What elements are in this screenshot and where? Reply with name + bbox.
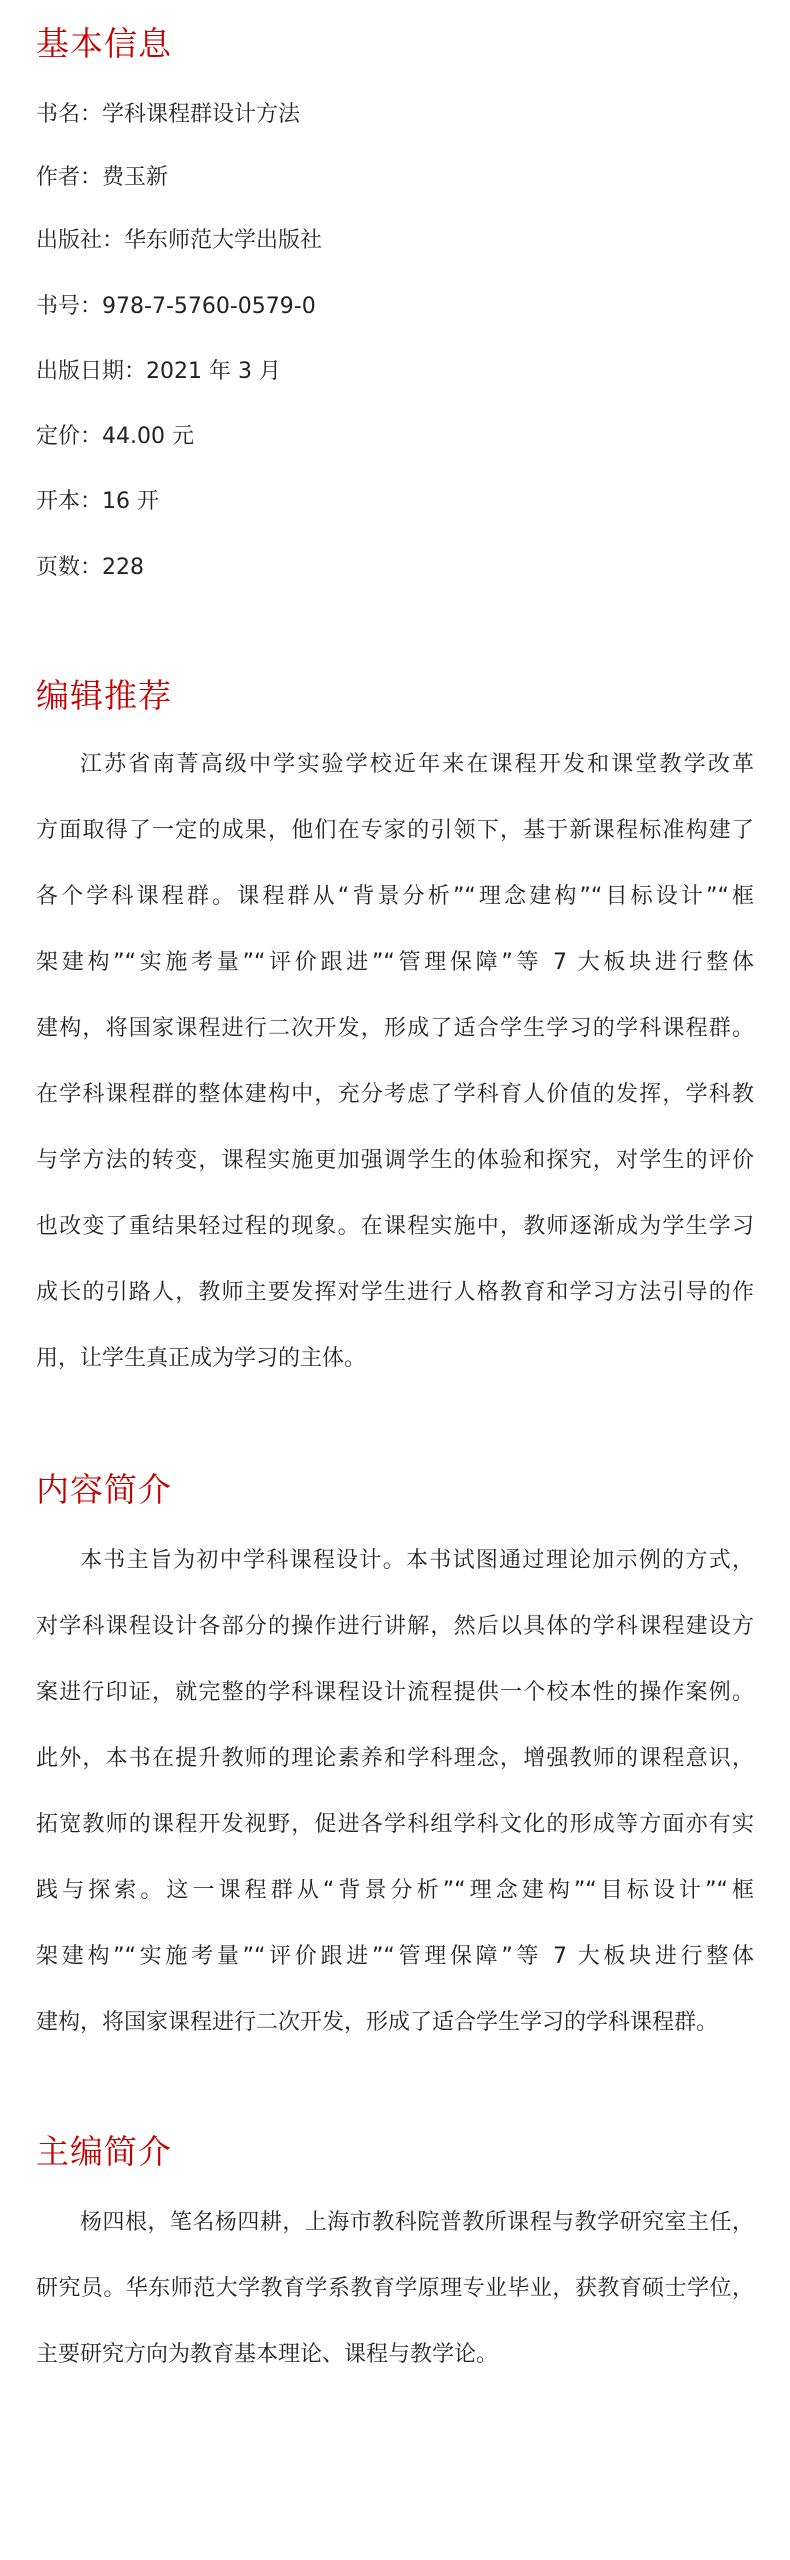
info-label: 书名： (36, 102, 103, 127)
info-label: 开本： (36, 489, 103, 514)
info-value: 华东师范大学出版社 (124, 228, 323, 253)
info-label: 作者： (36, 165, 103, 190)
info-value: 费玉新 (102, 165, 169, 190)
info-value: 978-7-5760-0579-0 (102, 294, 316, 319)
info-publish-date (36, 357, 281, 387)
info-isbn (36, 292, 316, 322)
info-label: 出版社： (36, 228, 125, 253)
info-value: 228 (102, 555, 145, 580)
paragraph-line: 拓宽教师的课程开发视野，促进各学科组学科文化的形成等方面亦有实 (36, 1812, 754, 1837)
paragraph-line: 杨四根，笔名杨四耕，上海市教科院普教所课程与教学研究室主任， (80, 2210, 754, 2235)
paragraph-line: 成长的引路人，教师主要发挥对学生进行人格教育和学习方法引导的作 (36, 1280, 754, 1305)
paragraph-line: 也改变了重结果轻过程的现象。在课程实施中，教师逐渐成为学生学习 (36, 1214, 754, 1239)
paragraph-line: 对学科课程设计各部分的操作进行讲解，然后以具体的学科课程建设方 (36, 1614, 754, 1639)
paragraph-line: 各个学科课程群。课程群从“背景分析”“理念建构”“目标设计”“框 (36, 884, 754, 909)
paragraph-line: 案进行印证，就完整的学科课程设计流程提供一个校本性的操作案例。 (36, 1680, 754, 1705)
info-price (36, 422, 194, 452)
section-title-editor-recommendation: 编辑推荐 (36, 676, 172, 715)
info-book-title (36, 100, 300, 130)
paragraph-line: 架建构”“实施考量”“评价跟进”“管理保障”等 7 大板块进行整体 (36, 1944, 754, 1969)
paragraph-line: 践与探索。这一课程群从“背景分析”“理念建构”“目标设计”“框 (36, 1878, 754, 1903)
section-title-content-summary: 内容简介 (36, 1470, 172, 1509)
info-author (36, 163, 168, 193)
paragraph-line: 用，让学生真正成为学习的主体。 (36, 1346, 367, 1371)
paragraph-line: 主要研究方向为教育基本理论、课程与教学论。 (36, 2342, 499, 2367)
info-value: 学科课程群设计方法 (102, 102, 301, 127)
paragraph-line: 方面取得了一定的成果，他们在专家的引领下，基于新课程标准构建了 (36, 818, 754, 843)
info-value: 44.00 元 (102, 424, 194, 449)
info-publisher (36, 226, 322, 256)
paragraph-line: 研究员。华东师范大学教育学系教育学原理专业毕业，获教育硕士学位， (36, 2276, 754, 2301)
info-label: 页数： (36, 555, 103, 580)
paragraph-line: 架建构”“实施考量”“评价跟进”“管理保障”等 7 大板块进行整体 (36, 950, 754, 975)
info-label: 出版日期： (36, 359, 147, 384)
section-title-basic-info: 基本信息 (36, 24, 172, 63)
info-label: 定价： (36, 424, 103, 449)
paragraph-line: 与学方法的转变，课程实施更加强调学生的体验和探究，对学生的评价 (36, 1148, 754, 1173)
info-value: 2021 年 3 月 (146, 359, 281, 384)
paragraph-line: 江苏省南菁高级中学实验学校近年来在课程开发和课堂教学改革 (80, 752, 754, 777)
paragraph-line: 此外，本书在提升教师的理论素养和学科理念，增强教师的课程意识， (36, 1746, 754, 1771)
info-label: 书号： (36, 294, 103, 319)
paragraph-line: 建构，将国家课程进行二次开发，形成了适合学生学习的学科课程群。 (36, 2010, 719, 2035)
paragraph-line: 在学科课程群的整体建构中，充分考虑了学科育人价值的发挥，学科教 (36, 1082, 754, 1107)
info-pages (36, 553, 144, 583)
section-title-editor-intro: 主编简介 (36, 2132, 172, 2171)
paragraph-line: 建构，将国家课程进行二次开发，形成了适合学生学习的学科课程群。 (36, 1016, 754, 1041)
info-value: 16 开 (102, 489, 160, 514)
paragraph-line: 本书主旨为初中学科课程设计。本书试图通过理论加示例的方式， (80, 1548, 754, 1573)
info-format (36, 487, 159, 517)
